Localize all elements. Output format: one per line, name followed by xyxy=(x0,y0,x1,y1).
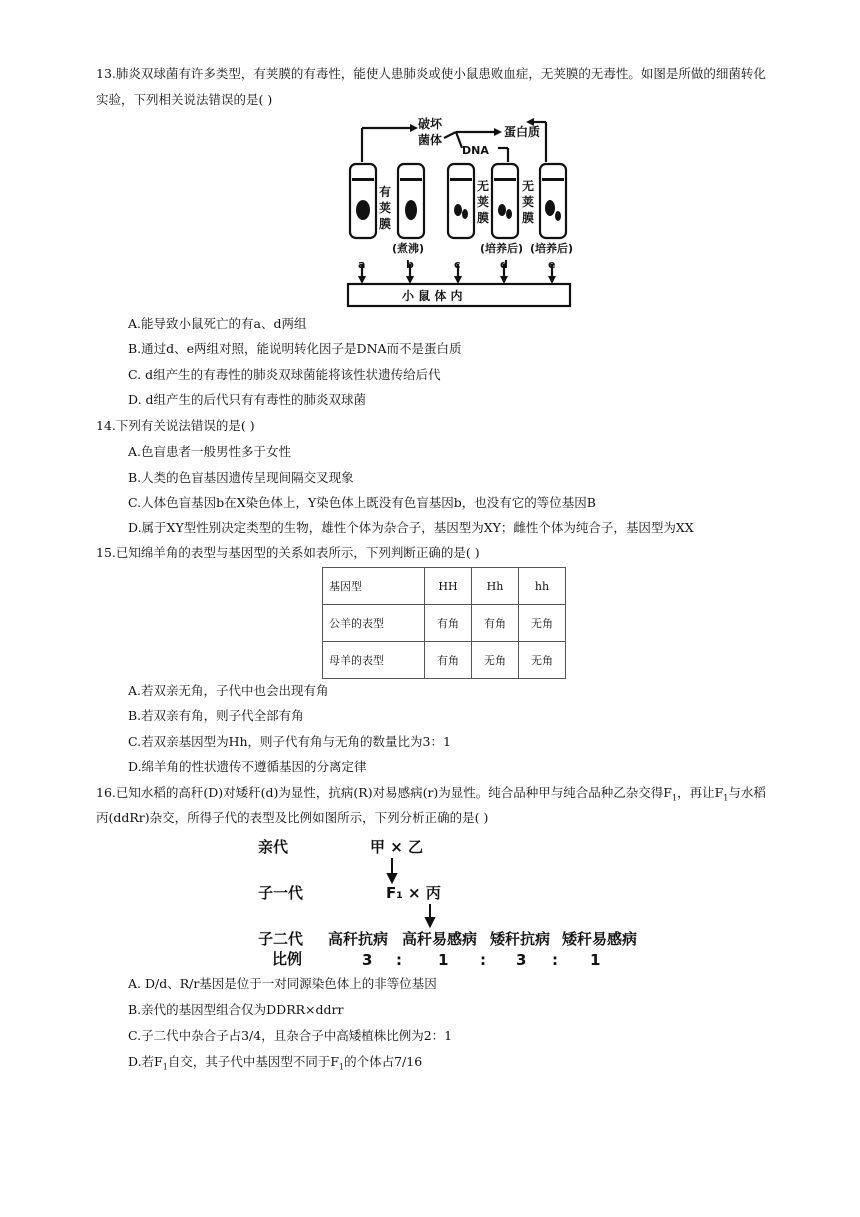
q13-note-b: (煮沸) xyxy=(392,242,425,255)
q15-genotype-table xyxy=(322,567,566,679)
q16-phenotype-3: 矮秆抗病 xyxy=(490,930,551,948)
q16-row-f1-label: 子一代 xyxy=(258,884,304,902)
q13-marker-c: c xyxy=(454,258,461,271)
q13-side-a3: 膜 xyxy=(379,217,392,231)
q13-marker-a: a xyxy=(358,258,366,271)
q16-option-d-part-b: 自交，其子代中基因型不同于F xyxy=(167,1054,340,1069)
q15-option-c: C.若双亲基因型为Hh，则子代有角与无角的数量比为3：1 xyxy=(128,734,451,749)
q16-option-c: C.子二代中杂合子占3/4，且杂合子中高矮植株比例为2：1 xyxy=(128,1028,453,1043)
q16-stem-line1 xyxy=(96,785,766,807)
q16-phenotype-2: 高秆易感病 xyxy=(402,930,478,948)
q13-note-d: (培养后) xyxy=(480,242,524,255)
table-cell: 有角 xyxy=(425,642,472,679)
q16-option-d-part-c: 的个体占7/16 xyxy=(344,1054,423,1069)
table-cell: 无角 xyxy=(472,642,519,679)
q13-side-c1: 无 xyxy=(477,179,490,193)
table-cell: 公羊的表型 xyxy=(323,605,425,642)
q13-label-protein: 蛋白质 xyxy=(504,125,541,139)
q13-label-cell: 菌体 xyxy=(418,133,443,147)
q16-row-f1-cross: F₁ × 丙 xyxy=(386,884,441,902)
q15-stem: 15.已知绵羊角的表型与基因型的关系如表所示，下列判断正确的是( ) xyxy=(96,545,480,560)
q16-stem-part-c: 与水稻 xyxy=(728,785,766,800)
q13-label-destroy: 破坏 xyxy=(418,117,443,131)
q13-marker-b: b xyxy=(406,258,414,271)
q16-phenotype-1: 高秆抗病 xyxy=(328,930,389,948)
q13-side-d2: 荚 xyxy=(522,195,535,209)
q16-row-f2-label: 子二代 xyxy=(258,930,304,948)
q16-stem-line2: 丙(ddRr)杂交，所得子代的表型及比例如图所示，下列分析正确的是( ) xyxy=(96,810,489,825)
q13-side-d1: 无 xyxy=(522,179,535,193)
q13-stem-line2: 实验，下列相关说法错误的是( ) xyxy=(96,92,273,107)
table-cell: 有角 xyxy=(425,605,472,642)
table-row xyxy=(323,642,566,679)
table-row xyxy=(323,605,566,642)
q16-phenotype-4: 矮秆易感病 xyxy=(562,930,638,948)
q14-option-b: B.人类的色盲基因遗传呈现间隔交叉现象 xyxy=(128,470,354,485)
q16-ratio-colon-2: : xyxy=(480,951,486,969)
q15-option-a: A.若双亲无角，子代中也会出现有角 xyxy=(128,683,329,698)
q13-side-d3: 膜 xyxy=(522,211,535,225)
q13-label-dna: DNA xyxy=(462,144,489,157)
q16-row-parent-label: 亲代 xyxy=(258,838,289,856)
q13-side-a2: 荚 xyxy=(379,201,392,215)
q16-subscript: 1 xyxy=(723,793,729,803)
table-header-cell: hh xyxy=(519,568,566,605)
q14-stem: 14.下列有关说法错误的是( ) xyxy=(96,418,255,433)
q13-figure xyxy=(340,114,576,314)
q14-option-c: C.人体色盲基因b在X染色体上，Y染色体上既没有色盲基因b，也没有它的等位基因B xyxy=(128,495,596,510)
q13-side-a1: 有 xyxy=(379,185,392,199)
q13-note-e: (培养后) xyxy=(530,242,574,255)
q16-stem-part-b: ，再让F xyxy=(677,785,724,800)
table-header-cell: Hh xyxy=(472,568,519,605)
q16-stem-part-a: 16.已知水稻的高秆(D)对矮秆(d)为显性，抗病(R)对易感病(r)为显性。纯合品种甲与纯合品种乙杂交得F xyxy=(96,785,672,800)
q13-option-d: D. d组产生的后代只有有毒性的肺炎双球菌 xyxy=(128,392,367,407)
q16-option-a: A. D/d、R/r基因是位于一对同源染色体上的非等位基因 xyxy=(128,976,437,991)
q16-ratio-3: 3 xyxy=(516,951,527,969)
table-cell: 有角 xyxy=(472,605,519,642)
q16-subscript: 1 xyxy=(671,793,678,803)
q16-figure xyxy=(252,832,642,972)
q13-option-b: B.通过d、e两组对照，能说明转化因子是DNA而不是蛋白质 xyxy=(128,341,462,356)
q16-subscript: 1 xyxy=(162,1062,168,1072)
q13-option-c: C. d组产生的有毒性的肺炎双球菌能将该性状遗传给后代 xyxy=(128,367,441,382)
q13-stem-line1: 13.肺炎双球菌有许多类型，有荚膜的有毒性，能使人患肺炎或使小鼠患败血症，无荚膜的无毒性。如图是所做的细菌转化 xyxy=(96,66,766,81)
q16-ratio-colon-3: : xyxy=(552,951,558,969)
q16-option-b: B.亲代的基因型组合仅为DDRR×ddrr xyxy=(128,1002,344,1017)
q13-option-a: A.能导致小鼠死亡的有a、d两组 xyxy=(128,316,307,331)
table-cell: 母羊的表型 xyxy=(323,642,425,679)
q16-option-d xyxy=(128,1054,422,1076)
q16-ratio-1: 3 xyxy=(362,951,373,969)
q16-option-d-part-a: D.若F xyxy=(128,1054,163,1069)
q13-marker-e: e xyxy=(548,258,556,271)
q15-option-b: B.若双亲有角，则子代全部有角 xyxy=(128,708,304,723)
q16-ratio-colon-1: : xyxy=(396,951,402,969)
table-cell: 无角 xyxy=(519,642,566,679)
q16-row-ratio-label: 比例 xyxy=(272,950,303,968)
table-row xyxy=(323,568,566,605)
q13-marker-d: d xyxy=(500,258,508,271)
table-header-cell: 基因型 xyxy=(323,568,425,605)
q16-subscript: 1 xyxy=(339,1062,345,1072)
q13-side-c3: 膜 xyxy=(477,211,490,225)
q15-option-d: D.绵羊角的性状遗传不遵循基因的分离定律 xyxy=(128,759,367,774)
q16-row-parent-cross: 甲 × 乙 xyxy=(370,838,424,856)
q13-bar-text: 小 鼠 体 内 xyxy=(402,289,463,303)
q13-side-c2: 荚 xyxy=(477,195,490,209)
q16-ratio-2: 1 xyxy=(438,951,449,969)
q16-ratio-4: 1 xyxy=(590,951,601,969)
q14-option-a: A.色盲患者一般男性多于女性 xyxy=(128,444,292,459)
table-header-cell: HH xyxy=(425,568,472,605)
q14-option-d: D.属于XY型性别决定类型的生物，雄性个体为杂合子，基因型为XY；雌性个体为纯合子，基因型为XX xyxy=(128,520,694,535)
table-cell: 无角 xyxy=(519,605,566,642)
